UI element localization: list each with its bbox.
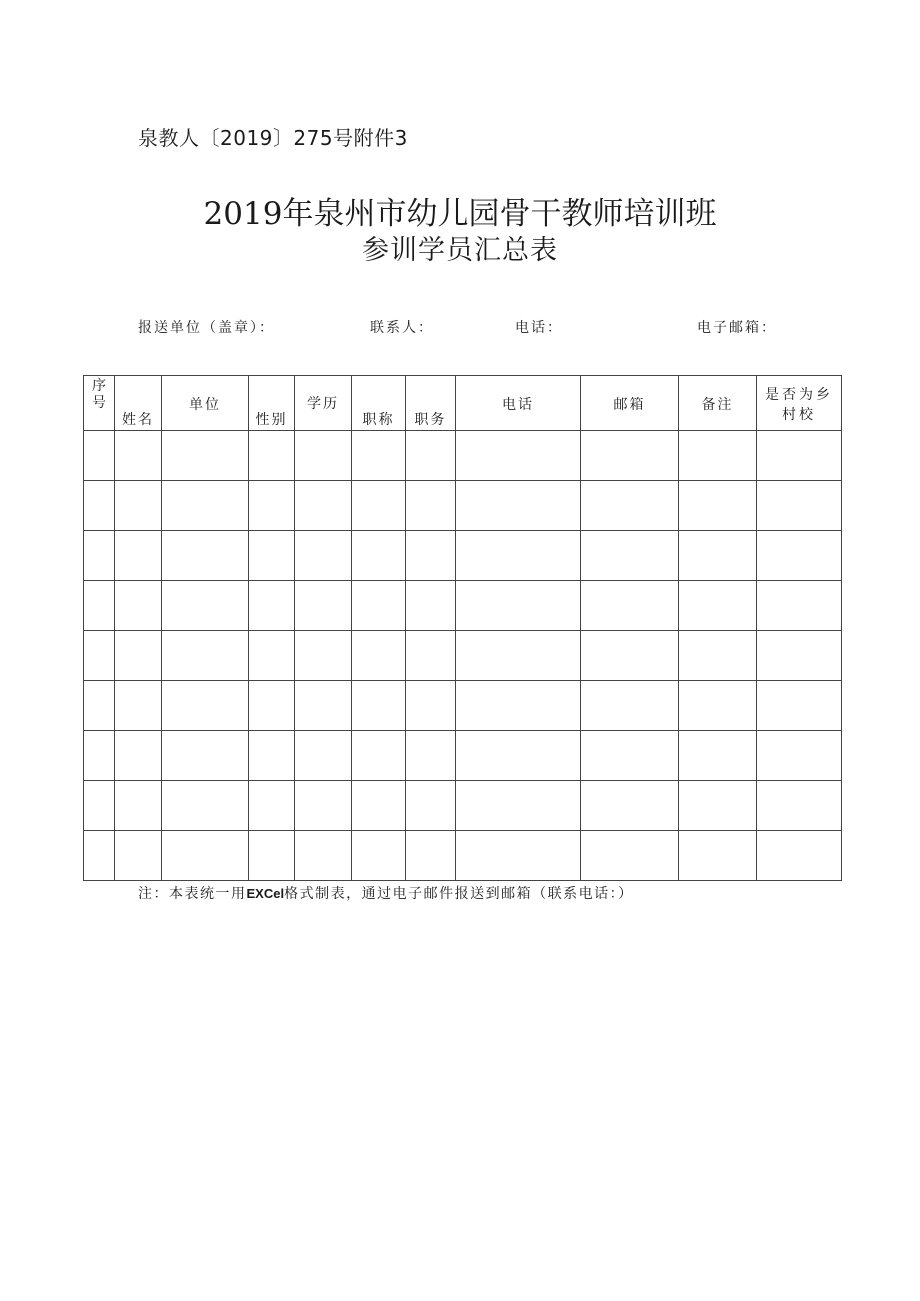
footnote-excel: EXCel — [246, 886, 285, 901]
header-row — [84, 376, 842, 431]
header-name-cell — [115, 376, 162, 431]
table-cell[interactable] — [84, 681, 115, 731]
table-row — [84, 531, 842, 581]
table-cell[interactable] — [757, 581, 842, 631]
table-cell[interactable] — [162, 481, 249, 531]
table-cell[interactable] — [581, 531, 679, 581]
table-cell[interactable] — [295, 831, 352, 881]
table-cell[interactable] — [406, 531, 456, 581]
table-cell[interactable] — [295, 581, 352, 631]
table-cell[interactable] — [249, 481, 295, 531]
table-cell[interactable] — [679, 681, 757, 731]
table-cell[interactable] — [115, 681, 162, 731]
table-cell[interactable] — [406, 831, 456, 881]
table-cell[interactable] — [406, 681, 456, 731]
header-remarks: 备注 — [701, 397, 734, 413]
table-cell[interactable] — [115, 731, 162, 781]
table-cell[interactable] — [757, 731, 842, 781]
header-seq — [84, 376, 115, 431]
table-cell[interactable] — [115, 781, 162, 831]
header-title: 职称 — [362, 412, 395, 428]
table-cell[interactable] — [84, 481, 115, 531]
header-education: 学历 — [307, 396, 339, 412]
table-cell[interactable] — [679, 431, 757, 481]
table-cell[interactable] — [352, 731, 406, 781]
table-cell[interactable] — [352, 431, 406, 481]
table-cell[interactable] — [581, 431, 679, 481]
footnote — [138, 883, 634, 903]
table-cell[interactable] — [456, 831, 581, 881]
table-cell[interactable] — [162, 781, 249, 831]
table-cell[interactable] — [406, 581, 456, 631]
header-remarks-cell — [679, 376, 757, 431]
table-cell[interactable] — [757, 831, 842, 881]
table-cell[interactable] — [456, 731, 581, 781]
table-cell[interactable] — [456, 781, 581, 831]
table-cell[interactable] — [249, 631, 295, 681]
header-seq-line1: 序 — [92, 378, 106, 394]
table-cell[interactable] — [757, 481, 842, 531]
table-cell[interactable] — [249, 681, 295, 731]
table-cell[interactable] — [162, 731, 249, 781]
table-cell[interactable] — [162, 631, 249, 681]
table-cell[interactable] — [757, 681, 842, 731]
header-phone-cell — [456, 376, 581, 431]
table-cell[interactable] — [249, 831, 295, 881]
table-cell[interactable] — [406, 431, 456, 481]
table-cell[interactable] — [757, 631, 842, 681]
header-gender: 性别 — [255, 412, 288, 428]
table-cell[interactable] — [84, 581, 115, 631]
document-reference: 泉教人〔2019〕275号附件3 — [138, 126, 408, 150]
header-position-cell — [406, 376, 456, 431]
table-cell[interactable] — [295, 781, 352, 831]
footnote-prefix: 注：本表统一用 — [138, 886, 247, 902]
table-cell[interactable] — [115, 481, 162, 531]
table-cell[interactable] — [581, 831, 679, 881]
table-cell[interactable] — [456, 631, 581, 681]
header-rural-line1: 是否为乡 — [765, 387, 833, 403]
table-cell[interactable] — [115, 631, 162, 681]
table-cell[interactable] — [249, 531, 295, 581]
table-cell[interactable] — [249, 431, 295, 481]
unit-field-label: 报送单位（盖章）： — [138, 320, 275, 336]
table-cell[interactable] — [581, 481, 679, 531]
table-cell[interactable] — [456, 681, 581, 731]
header-seq-line2: 号 — [92, 395, 106, 411]
table-cell[interactable] — [352, 481, 406, 531]
email-field-label: 电子邮箱： — [697, 320, 777, 336]
table-cell[interactable] — [84, 731, 115, 781]
table-cell[interactable] — [679, 581, 757, 631]
table-row — [84, 681, 842, 731]
header-email-cell — [581, 376, 679, 431]
table-row — [84, 731, 842, 781]
table-cell[interactable] — [162, 831, 249, 881]
table-cell[interactable] — [115, 431, 162, 481]
table-cell[interactable] — [352, 681, 406, 731]
contact-field-label: 联系人： — [370, 320, 434, 336]
table-cell[interactable] — [679, 731, 757, 781]
table-cell[interactable] — [162, 531, 249, 581]
header-phone: 电话 — [502, 397, 534, 413]
roster-table — [83, 375, 842, 881]
table-row — [84, 581, 842, 631]
table-row — [84, 431, 842, 481]
table-cell[interactable] — [406, 731, 456, 781]
table-cell[interactable] — [249, 581, 295, 631]
table-cell[interactable] — [679, 631, 757, 681]
header-position: 职务 — [414, 412, 447, 428]
document-title-line2: 参训学员汇总表 — [362, 235, 558, 266]
table-cell[interactable] — [406, 781, 456, 831]
table-cell[interactable] — [581, 631, 679, 681]
table-cell[interactable] — [84, 831, 115, 881]
header-rural-line2: 村校 — [782, 407, 816, 423]
table-cell[interactable] — [84, 531, 115, 581]
header-unit: 单位 — [189, 397, 221, 413]
table-cell[interactable] — [352, 631, 406, 681]
table-cell[interactable] — [115, 531, 162, 581]
table-cell[interactable] — [581, 731, 679, 781]
table-cell[interactable] — [456, 581, 581, 631]
table-cell[interactable] — [456, 431, 581, 481]
table-cell[interactable] — [249, 731, 295, 781]
table-cell[interactable] — [352, 831, 406, 881]
table-cell[interactable] — [757, 781, 842, 831]
table-cell[interactable] — [295, 481, 352, 531]
table-cell[interactable] — [456, 481, 581, 531]
table-cell[interactable] — [162, 581, 249, 631]
table-cell[interactable] — [162, 681, 249, 731]
table-cell[interactable] — [295, 681, 352, 731]
table-row — [84, 831, 842, 881]
table-cell[interactable] — [581, 581, 679, 631]
header-email: 邮箱 — [613, 397, 646, 413]
table-cell[interactable] — [352, 581, 406, 631]
table-cell[interactable] — [757, 531, 842, 581]
table-cell[interactable] — [679, 831, 757, 881]
header-title-cell — [352, 376, 406, 431]
table-cell[interactable] — [679, 531, 757, 581]
table-cell[interactable] — [679, 481, 757, 531]
table-cell[interactable] — [295, 731, 352, 781]
table-cell[interactable] — [249, 781, 295, 831]
table-cell[interactable] — [84, 431, 115, 481]
table-row — [84, 781, 842, 831]
table-cell[interactable] — [679, 781, 757, 831]
table-cell[interactable] — [162, 431, 249, 481]
header-education-cell — [295, 376, 352, 431]
table-cell[interactable] — [352, 531, 406, 581]
header-unit-cell — [162, 376, 249, 431]
table-cell[interactable] — [295, 631, 352, 681]
table-row — [84, 631, 842, 681]
table-cell[interactable] — [84, 781, 115, 831]
table-cell[interactable] — [115, 581, 162, 631]
header-gender-cell — [249, 376, 295, 431]
header-name: 姓名 — [122, 412, 154, 428]
table-cell[interactable] — [115, 831, 162, 881]
table-cell[interactable] — [456, 531, 581, 581]
table-cell[interactable] — [352, 781, 406, 831]
phone-field-label: 电话： — [515, 320, 563, 336]
table-cell[interactable] — [581, 781, 679, 831]
table-cell[interactable] — [295, 431, 352, 481]
footnote-suffix: 格式制表，通过电子邮件报送到邮箱（联系电话：） — [284, 886, 634, 902]
table-cell[interactable] — [757, 431, 842, 481]
table-row — [84, 481, 842, 531]
table-cell[interactable] — [406, 631, 456, 681]
document-title-line1: 2019年泉州市幼儿园骨干教师培训班 — [203, 196, 717, 232]
table-cell[interactable] — [84, 631, 115, 681]
table-cell[interactable] — [406, 481, 456, 531]
header-rural-cell — [757, 376, 842, 431]
table-cell[interactable] — [581, 681, 679, 731]
table-cell[interactable] — [295, 531, 352, 581]
roster-body — [84, 431, 842, 881]
